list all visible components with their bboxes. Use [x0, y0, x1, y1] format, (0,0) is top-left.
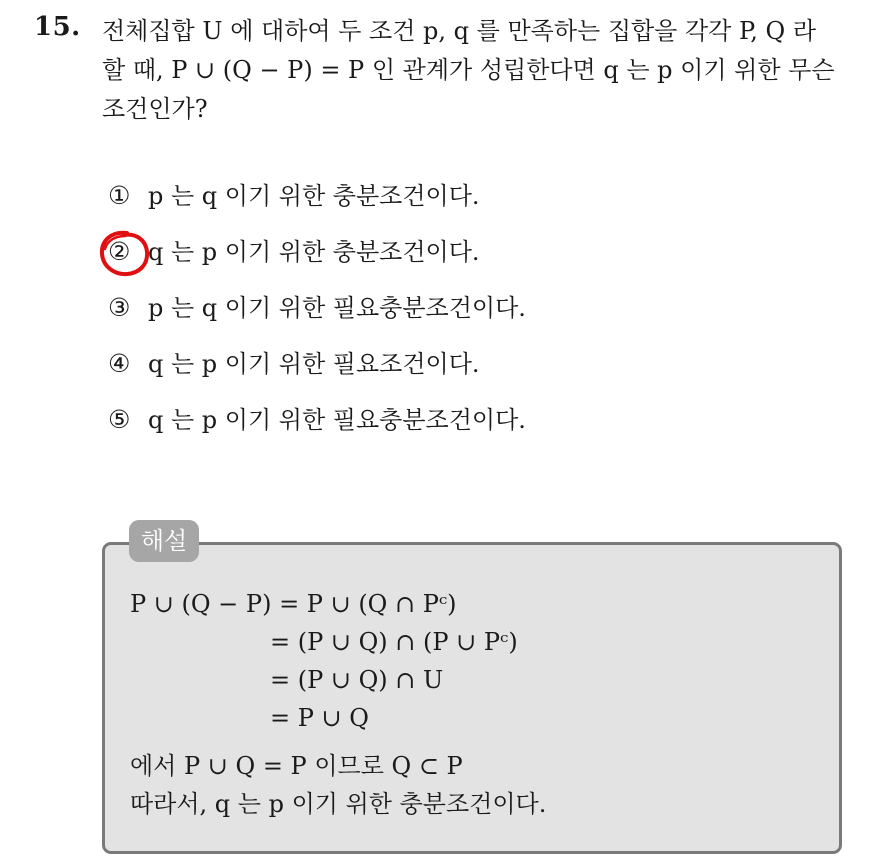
choice-number: ② [108, 237, 131, 266]
choice-number: ① [108, 181, 131, 210]
choice-4[interactable] [108, 344, 788, 400]
question-number: 15. [34, 12, 81, 42]
choice-number: ⑤ [108, 405, 131, 434]
choice-text: q 는 p 이기 위한 필요충분조건이다. [148, 406, 526, 434]
solution-equation-line: = (P ∪ Q) ∩ U [270, 666, 444, 694]
solution-tab: 해설 [129, 520, 199, 562]
choice-text: q 는 p 이기 위한 충분조건이다. [148, 238, 480, 266]
question-line: 할 때, P ∪ (Q − P) = P 인 관계가 성립한다면 q 는 p 이기 위한 무슨 [102, 56, 835, 84]
question-text [102, 12, 872, 129]
choice-1[interactable] [108, 176, 788, 232]
choice-5[interactable] [108, 400, 788, 456]
solution-equation-line: = P ∪ Q [270, 704, 369, 732]
choice-number: ③ [108, 293, 131, 322]
solution-equation-line: = (P ∪ Q) ∩ (P ∪ Pᶜ) [270, 628, 518, 656]
choice-text: p 는 q 이기 위한 충분조건이다. [148, 182, 480, 210]
solution-conclusion-line: 에서 P ∪ Q = P 이므로 Q ⊂ P [130, 752, 463, 780]
choice-3[interactable] [108, 288, 788, 344]
choice-number: ④ [108, 349, 131, 378]
solution-conclusion-line: 따라서, q 는 p 이기 위한 충분조건이다. [130, 790, 547, 818]
choice-text: q 는 p 이기 위한 필요조건이다. [148, 350, 480, 378]
choice-2[interactable] [108, 232, 788, 288]
choice-text: p 는 q 이기 위한 필요충분조건이다. [148, 294, 526, 322]
solution-equation-line: P ∪ (Q − P) = P ∪ (Q ∩ Pᶜ) [130, 590, 457, 618]
question-line: 조건인가? [102, 95, 208, 123]
question-line: 전체집합 U 에 대하여 두 조건 p, q 를 만족하는 집합을 각각 P, Q 라 [102, 17, 817, 45]
choice-list [108, 176, 788, 456]
